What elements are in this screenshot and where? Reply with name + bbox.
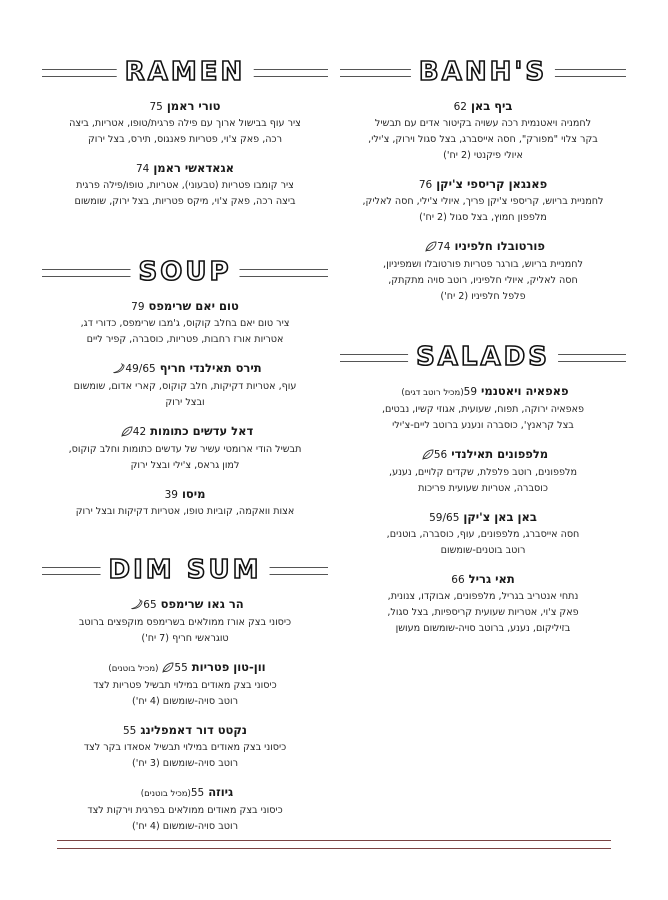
- soup-section: [42, 256, 328, 532]
- item-name: באן באן צ'יקן: [463, 510, 537, 524]
- menu-item: [42, 722, 328, 772]
- item-heading: [42, 784, 328, 803]
- item-description: נתחי אנטריב בגריל, מלפפונים, אבוקדו, צנונית,: [387, 591, 579, 602]
- menu-item: [42, 486, 328, 520]
- item-description: ציר קומבו פטריות (טבעוני), אטריות, טופו/פילה פרגית: [76, 180, 294, 191]
- menu-items: [42, 596, 328, 835]
- ramen-section: [42, 56, 328, 222]
- item-name: וון-טון פטריות: [191, 660, 266, 674]
- item-heading: [42, 160, 328, 178]
- item-name: נקטט דור דאמפלינג: [140, 723, 248, 737]
- item-description: תבשיל הודי ארומטי עשיר של עדשים כתומות וחלב קוקוס,: [68, 444, 302, 455]
- item-price: 76: [418, 179, 433, 191]
- item-heading: [340, 383, 626, 402]
- item-description: רכה, פאק צ'וי, פטריות פאנגוס, תירס, בצל ירוק: [87, 134, 283, 145]
- item-description: ציר עוף בבישול ארוך עם פילה פרגית/טופו, אטריות, ביצה: [69, 118, 301, 129]
- item-name: ביף באן: [470, 99, 513, 113]
- item-description: טוגראשי חריף (7 יח'): [141, 633, 229, 644]
- item-name: גיוזה: [208, 785, 234, 799]
- menu-item: [340, 509, 626, 559]
- item-price: 66: [451, 574, 465, 586]
- item-price: 75: [149, 101, 163, 113]
- item-price: 55: [174, 662, 188, 674]
- item-heading: [340, 571, 626, 589]
- chili-icon: [130, 598, 143, 615]
- menu-item: [42, 298, 328, 348]
- menu-item: [340, 446, 626, 497]
- item-name: תאי גריל: [468, 572, 515, 586]
- menu-item: [42, 98, 328, 148]
- item-heading: [340, 238, 626, 257]
- item-description: רוטב בוטנים-שומשום: [440, 545, 526, 556]
- item-price: 74: [437, 241, 451, 253]
- item-name: אגאדאשי ראמן: [153, 161, 235, 175]
- item-name: טום יאם שרימפס: [148, 299, 239, 313]
- item-description: לחמניית בריוש, בורגר פטריות פורטובלו ושמפיניון,: [383, 259, 583, 270]
- item-name: תירס תאילנדי חריף: [159, 361, 262, 375]
- item-description: פאק צ'וי, אטריות שעועית קריספיות, בצל סגול,: [387, 607, 579, 618]
- item-description: רוטב סויה-שומשום (3 יח'): [131, 758, 238, 769]
- item-price: 55: [122, 725, 137, 737]
- item-price: 59: [463, 386, 478, 398]
- item-price: 49/65: [125, 363, 156, 375]
- item-name: דאל עדשים כתומות: [150, 424, 254, 438]
- item-description: אצות וואקמה, קוביות טופו, אטריות דקיקות ובצל ירוק: [75, 506, 295, 517]
- item-name: טורי ראמן: [166, 99, 221, 113]
- item-description: בצל קראנץ', כוסברה ונענע ברוטב ליים-צ'ילי: [392, 420, 574, 431]
- item-description: ציר טום יאם בחלב קוקוס, ג'מבו שרימפס, כדורי דג,: [80, 318, 290, 329]
- item-description: ובצל ירוק: [165, 397, 205, 408]
- item-note: (מכיל בוטנים): [140, 789, 191, 799]
- item-name: פאנגאן קריספי צ'יקן: [436, 177, 548, 191]
- salads-section: [340, 341, 626, 649]
- item-description: כיסוני בצק אורז ממולאים בשרימפס מוקפצים ברוטב: [78, 617, 292, 628]
- item-description: כיסוני בצק מאודים ממולאים בפרגית וירקות לצד: [87, 805, 283, 816]
- menu-item: [340, 176, 626, 226]
- item-heading: [340, 509, 626, 527]
- item-heading: [42, 722, 328, 740]
- section-header: [42, 554, 328, 588]
- item-description: מלפפונים, רוטב פלפלת, שקדים קלויים, נענע,: [389, 467, 577, 478]
- item-price: 65: [143, 599, 157, 611]
- item-price: 59/65: [429, 512, 460, 524]
- item-description: איולי פיקנטי (2 יח'): [443, 150, 523, 161]
- item-note: (מכיל רוטב דגים): [401, 388, 464, 398]
- item-name: פורטובלו חלפיניו: [454, 239, 545, 253]
- item-heading: [340, 446, 626, 465]
- dimsum-section: [42, 554, 328, 847]
- footer-divider: [57, 840, 611, 849]
- section-title: SOUP: [131, 256, 240, 288]
- item-name: פאפאיה ויאטנמי: [481, 384, 569, 398]
- item-description: פאפאיה ירוקה, תפוח, שעועית, אגוזי קשיו, נבטים,: [382, 404, 584, 415]
- section-title: BANH'S: [411, 56, 555, 88]
- menu-item: [340, 98, 626, 164]
- item-description: רוטב סויה-שומשום (4 יח'): [131, 696, 238, 707]
- item-name: מלפפונים תאילנדי: [451, 447, 549, 461]
- item-price: 56: [433, 449, 448, 461]
- item-heading: [340, 98, 626, 116]
- item-description: כיסוני בצק מאודים במילוי תבשיל אסאדו בקר לצד: [83, 742, 287, 753]
- section-title: SALADS: [408, 341, 558, 373]
- item-description: פלפל חלפיניו (2 יח'): [440, 291, 526, 302]
- menu-item: [340, 238, 626, 305]
- section-title: DIM SUM: [101, 554, 270, 586]
- item-description: בקר צלוי "מפורק", חסה אייסברג, בצל סגול וירוק, צ'ילי,: [368, 134, 598, 145]
- item-heading: [42, 298, 328, 316]
- item-price: 74: [135, 163, 150, 175]
- item-price: 79: [131, 301, 145, 313]
- leaf-icon: [121, 425, 133, 442]
- item-description: למון גראס, צ'ילי ובצל ירוק: [130, 460, 240, 471]
- menu-items: [42, 298, 328, 520]
- item-description: לחמניה ויאטנמית רכה עשויה בקיטור אדים עם תבשיל: [374, 118, 592, 129]
- section-header: [340, 56, 626, 90]
- item-heading: [42, 659, 328, 678]
- item-heading: [42, 423, 328, 442]
- item-description: בזיליקום, נענע, ברוטב סויה-שומשום מעושן: [395, 623, 571, 634]
- leaf-icon: [422, 448, 434, 465]
- item-price: 55: [190, 787, 205, 799]
- section-header: [42, 56, 328, 90]
- menu-item: [340, 571, 626, 637]
- item-note: (מכיל בוטנים): [108, 664, 159, 674]
- menu-item: [42, 160, 328, 210]
- item-price: 62: [453, 101, 467, 113]
- item-description: חסה לאליק, איולי חלפיניו, רוטב סויה מתקתק,: [388, 275, 578, 286]
- item-description: עוף, אטריות דקיקות, חלב קוקוס, קארי אדום, שומשום: [73, 381, 297, 392]
- menu-item: [42, 423, 328, 474]
- menu-item: [42, 596, 328, 647]
- item-price: 42: [132, 426, 147, 438]
- item-name: הר גאו שרימפס: [160, 597, 244, 611]
- chili-icon: [112, 362, 125, 379]
- menu-items: [340, 383, 626, 637]
- item-price: 39: [164, 489, 178, 501]
- section-title: RAMEN: [117, 56, 254, 88]
- item-description: כיסוני בצק מאודים במילוי תבשיל פטריות לצד: [93, 680, 277, 691]
- item-description: לחמניית בריוש, קריספי צ'יקן פריך, איולי צ'ילי, חסה לאליק,: [362, 196, 604, 207]
- item-description: ביצה רכה, פאק צ'וי, מיקס פטריות, בצל ירוק, שומשום: [74, 196, 296, 207]
- leaf-icon: [162, 661, 174, 678]
- menu-items: [42, 98, 328, 210]
- section-header: [340, 341, 626, 375]
- item-description: חסה אייסברג, מלפפונים, עוף, כוסברה, בוטנים,: [386, 529, 580, 540]
- item-description: אטריות אורז רחבות, פטריות, כוסברה, קפיר ליים: [86, 334, 284, 345]
- banhs-section: [340, 56, 626, 317]
- item-name: מיסו: [181, 487, 206, 501]
- item-heading: [42, 486, 328, 504]
- item-description: מלפפון חמוץ, בצל סגול (2 יח'): [419, 212, 547, 223]
- item-heading: [42, 596, 328, 615]
- item-description: כוסברה, אטריות שעועית פריכות: [418, 483, 548, 494]
- menu-item: [42, 659, 328, 710]
- menu-item: [42, 360, 328, 411]
- item-heading: [340, 176, 626, 194]
- item-heading: [42, 98, 328, 116]
- menu-item: [340, 383, 626, 434]
- leaf-icon: [425, 240, 437, 257]
- menu-item: [42, 784, 328, 835]
- item-heading: [42, 360, 328, 379]
- item-description: רוטב סויה-שומשום (4 יח'): [131, 821, 238, 832]
- menu-items: [340, 98, 626, 305]
- section-header: [42, 256, 328, 290]
